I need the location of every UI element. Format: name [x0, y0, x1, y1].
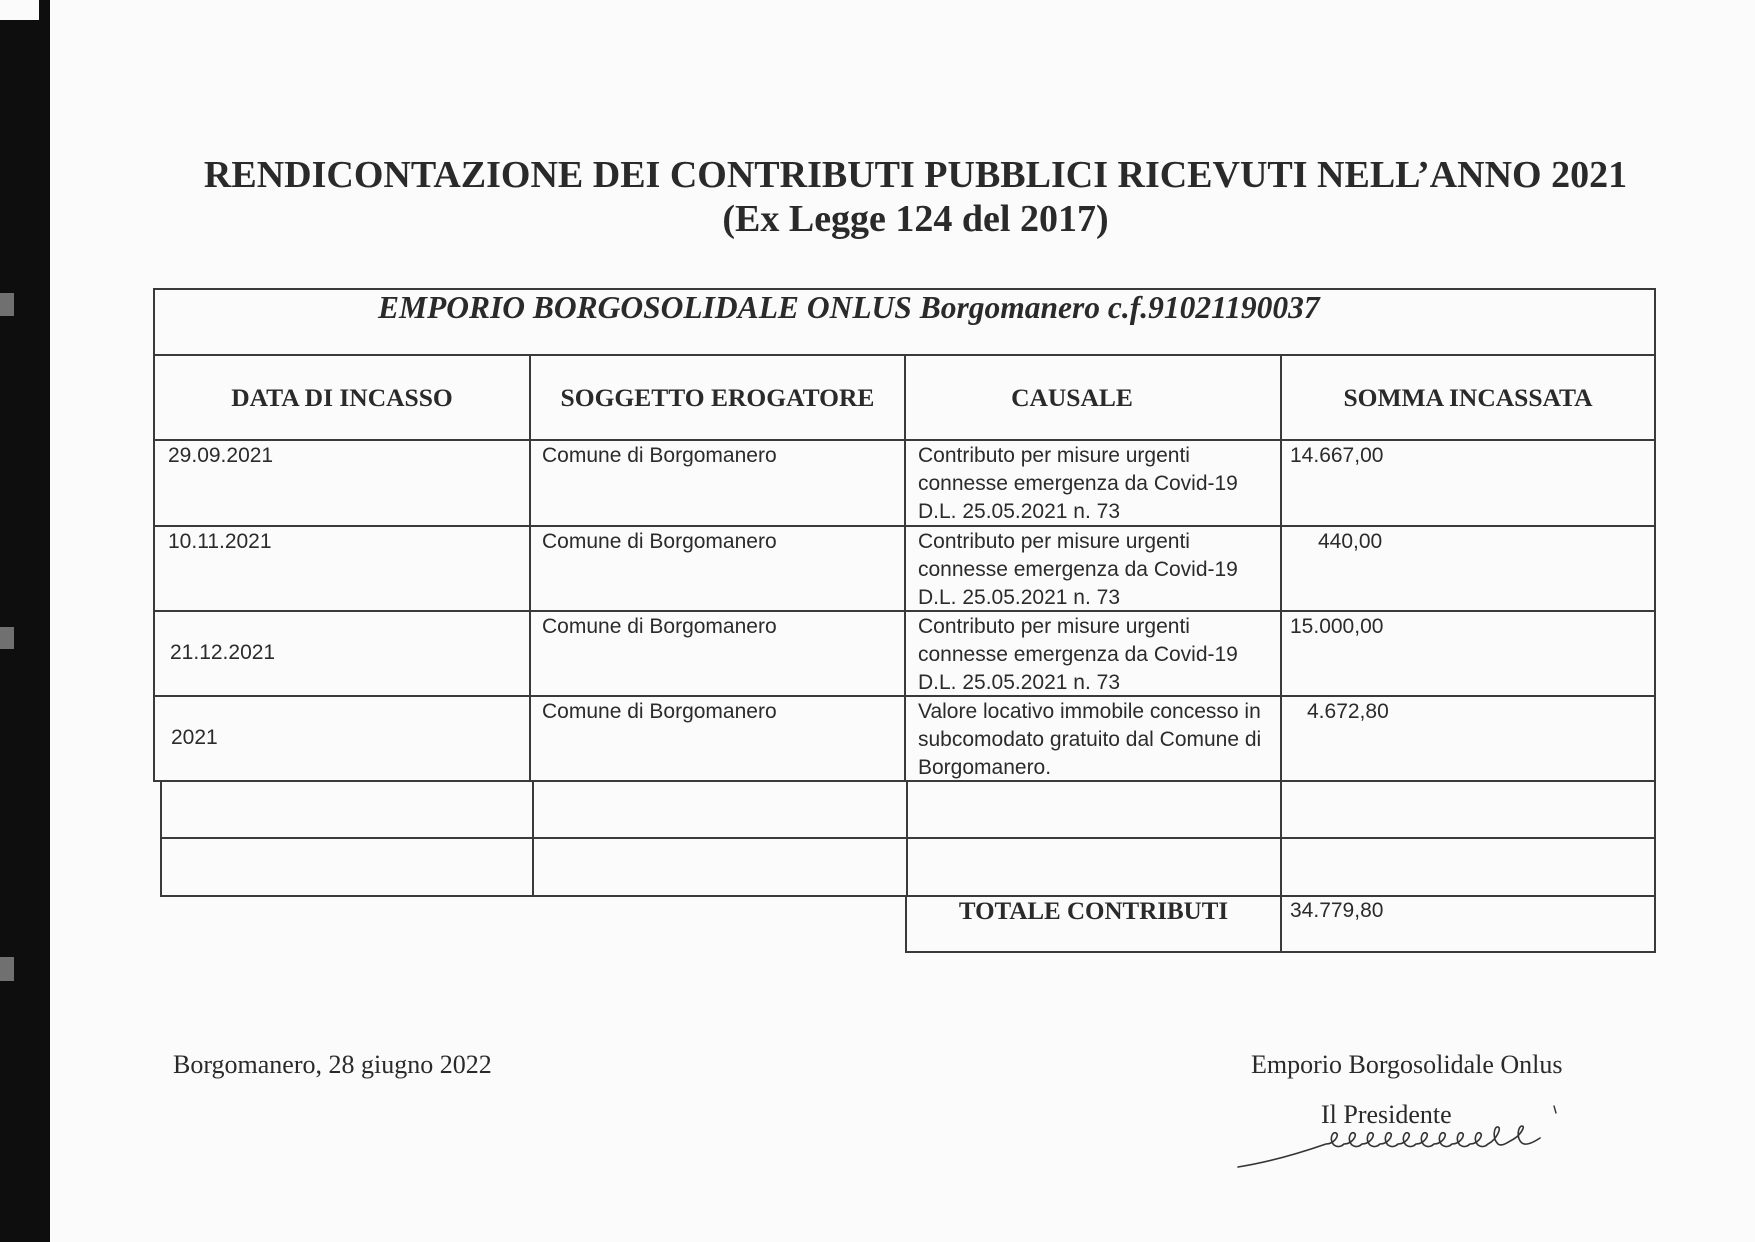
- header-date: [153, 354, 531, 441]
- footer-organization: Emporio Borgosolidale Onlus: [1251, 1050, 1563, 1079]
- title-line-1: RENDICONTAZIONE DEI CONTRIBUTI PUBBLICI RICEVUTI NELL’ANNO 2021: [203, 154, 1628, 196]
- reason-line: subcomodato gratuito dal Comune di: [918, 728, 1262, 751]
- row-3-reason: [904, 610, 1282, 697]
- reason-line: connesse emergenza da Covid-19: [918, 558, 1238, 581]
- reason-line: D.L. 25.05.2021 n. 73: [918, 500, 1120, 523]
- empty-cell: [160, 837, 534, 897]
- row-4-date: 2021: [153, 695, 531, 782]
- reason-line: connesse emergenza da Covid-19: [918, 643, 1238, 666]
- row-4-reason: [904, 695, 1282, 782]
- empty-cell: [906, 780, 1282, 839]
- reason-line: Contributo per misure urgenti: [918, 530, 1190, 553]
- empty-cell: [1280, 780, 1656, 839]
- row-1-reason: [904, 439, 1282, 527]
- header-amount-label: SOMMA INCASSATA: [1343, 382, 1593, 412]
- scan-mark: [0, 627, 14, 649]
- scan-edge: [0, 0, 50, 1242]
- header-reason: [904, 354, 1282, 441]
- total-amount: 34.779,80: [1280, 895, 1656, 953]
- empty-cell: [906, 837, 1282, 897]
- row-2-reason: [904, 525, 1282, 612]
- row-1-date: 29.09.2021: [153, 439, 531, 527]
- organization-row: [153, 288, 1656, 356]
- place-and-date: Borgomanero, 28 giugno 2022: [173, 1050, 492, 1079]
- row-1-grantor: Comune di Borgomanero: [529, 439, 906, 527]
- row-2-grantor: Comune di Borgomanero: [529, 525, 906, 612]
- empty-cell: [532, 780, 908, 839]
- row-3-date: 21.12.2021: [153, 610, 531, 697]
- reason-line: Borgomanero.: [918, 756, 1052, 779]
- reason-line: Contributo per misure urgenti: [918, 444, 1190, 467]
- scan-mark: [0, 293, 14, 316]
- header-grantor-label: SOGGETTO EROGATORE: [560, 382, 875, 412]
- signatory-role: Il Presidente: [1321, 1100, 1452, 1129]
- empty-cell: [532, 837, 908, 897]
- row-1-amount: 14.667,00: [1280, 439, 1656, 527]
- header-grantor: [529, 354, 906, 441]
- empty-cell: [160, 780, 534, 839]
- document-title: [76, 153, 1755, 241]
- row-2-date: 10.11.2021: [153, 525, 531, 612]
- reason-line: D.L. 25.05.2021 n. 73: [918, 671, 1120, 694]
- header-date-label: DATA DI INCASSO: [231, 382, 453, 412]
- row-4-grantor: Comune di Borgomanero: [529, 695, 906, 782]
- row-3-amount: 15.000,00: [1280, 610, 1656, 697]
- header-amount: [1280, 354, 1656, 441]
- reason-line: D.L. 25.05.2021 n. 73: [918, 586, 1120, 609]
- header-reason-label: CAUSALE: [1011, 382, 1133, 412]
- title-line-2: (Ex Legge 124 del 2017): [722, 198, 1109, 240]
- reason-line: connesse emergenza da Covid-19: [918, 472, 1238, 495]
- reason-line: Contributo per misure urgenti: [918, 615, 1190, 638]
- total-label: TOTALE CONTRIBUTI: [905, 895, 1282, 953]
- empty-cell: [1280, 837, 1656, 897]
- signature-icon: [1230, 1100, 1570, 1180]
- row-2-amount: 440,00: [1280, 525, 1656, 612]
- reason-line: Valore locativo immobile concesso in: [918, 700, 1261, 723]
- row-3-grantor: Comune di Borgomanero: [529, 610, 906, 697]
- row-4-amount: 4.672,80: [1280, 695, 1656, 782]
- scan-edge-corner: [0, 0, 39, 20]
- scan-mark: [0, 957, 14, 981]
- organization-name: EMPORIO BORGOSOLIDALE ONLUS Borgomanero c.f.91021190037: [378, 290, 1320, 325]
